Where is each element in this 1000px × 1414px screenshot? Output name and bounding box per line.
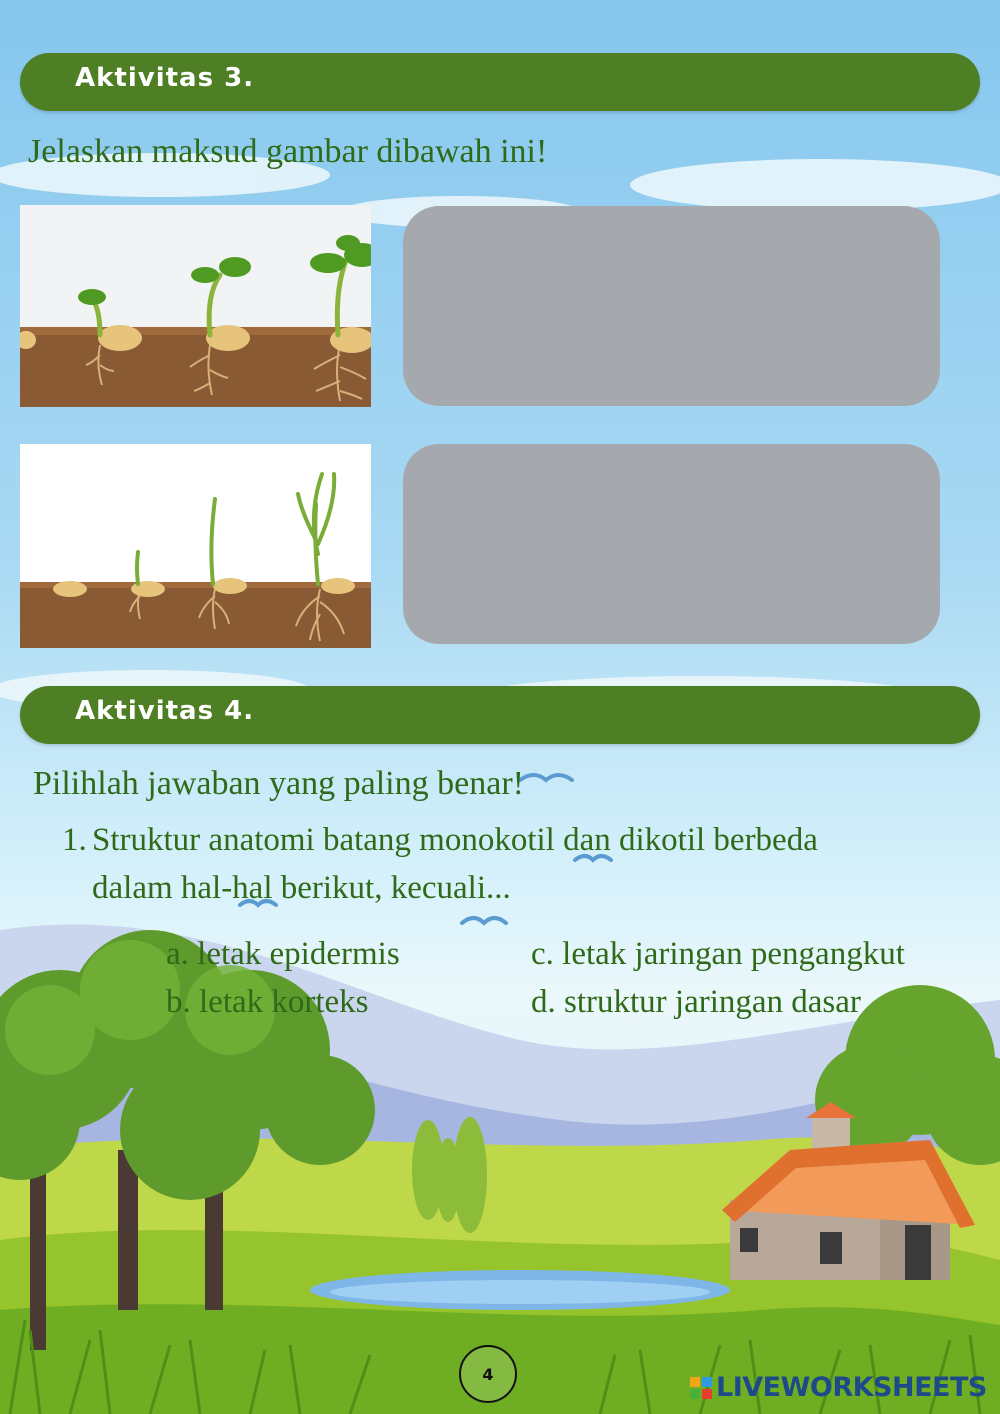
activity4-banner <box>20 686 980 744</box>
option-c[interactable]: c. letak jaringan pengangkut <box>531 936 905 972</box>
activity3-banner <box>20 53 980 111</box>
question-line1: Struktur anatomi batang monokotil dan dikotil berbeda <box>92 822 818 858</box>
liveworksheets-brand[interactable] <box>690 1372 987 1403</box>
question-number: 1. <box>62 822 87 858</box>
option-a[interactable]: a. letak epidermis <box>166 936 400 972</box>
option-b[interactable]: b. letak korteks <box>166 984 369 1020</box>
monocot-germination-image <box>20 444 371 648</box>
page-number: 4 <box>459 1345 517 1403</box>
option-d[interactable]: d. struktur jaringan dasar <box>531 984 861 1020</box>
activity4-title: Aktivitas 4. <box>75 696 255 726</box>
answer-box-monocot[interactable] <box>403 444 940 644</box>
dicot-germination-image <box>20 205 371 407</box>
activity3-instruction: Jelaskan maksud gambar dibawah ini! <box>28 133 548 170</box>
activity4-instruction: Pilihlah jawaban yang paling benar! <box>33 765 524 802</box>
liveworksheets-logo-icon <box>690 1377 712 1399</box>
brand-name: LIVEWORKSHEETS <box>716 1372 987 1403</box>
activity3-title: Aktivitas 3. <box>75 63 255 93</box>
question-line2: dalam hal-hal berikut, kecuali... <box>92 870 511 906</box>
answer-box-dicot[interactable] <box>403 206 940 406</box>
